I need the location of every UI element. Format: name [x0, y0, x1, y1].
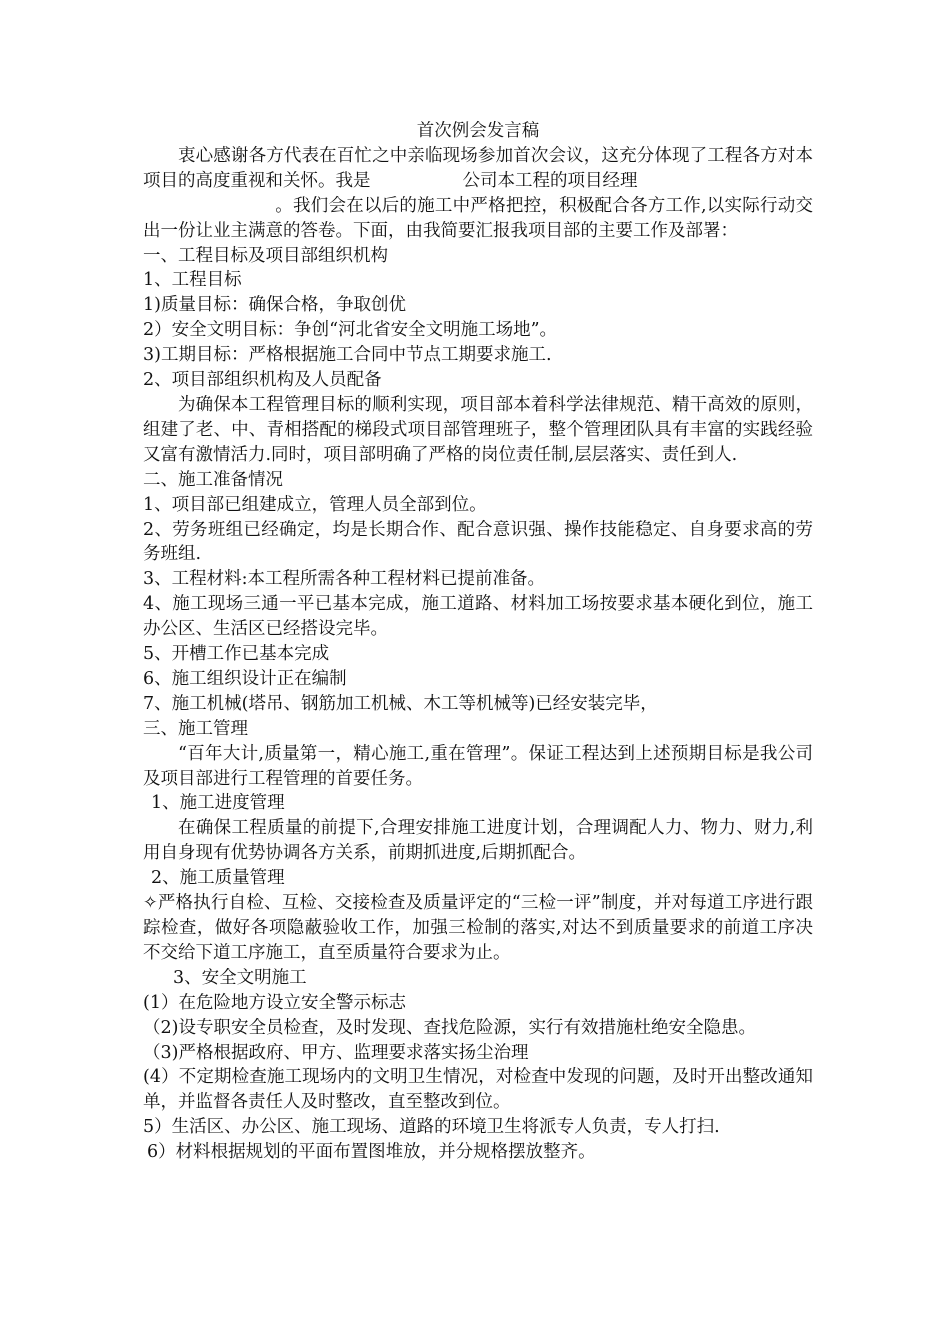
- prep-item: 3、工程材料:本工程所需各种工程材料已提前准备。: [143, 569, 546, 590]
- section-1-2-heading: 2、项目部组织机构及人员配备: [143, 370, 382, 391]
- section-3-2-heading: 2、施工质量管理: [151, 868, 285, 889]
- intro-text-3: 。我们会在以后的施工中严格把控，积极配合各方工作,以实际行动交出一份让业主满意的答卷。下面，由我简要汇报我项目部的主要工作及部署：: [143, 195, 813, 241]
- safety-item: 5）生活区、办公区、施工现场、道路的环境卫生将派专人负责，专人打扫.: [143, 1117, 720, 1138]
- intro-text-2: 公司本工程的项目经理: [462, 170, 638, 191]
- quality-goal: 1)质量目标：确保合格，争取创优: [143, 295, 406, 316]
- document-title: 首次例会发言稿: [416, 121, 540, 141]
- section-1-heading: 一、工程目标及项目部组织机构: [143, 245, 388, 266]
- progress-paragraph: 在确保工程质量的前提下,合理安排施工进度计划，合理调配人力、物力、财力,利用自身现有优势协调各方关系，前期抓进度,后期抓配合。: [143, 818, 813, 864]
- safety-item: （3)严格根据政府、甲方、监理要求落实扬尘治理: [143, 1042, 529, 1063]
- section-2-heading: 二、施工准备情况: [143, 469, 283, 490]
- quality-paragraph: ✧严格执行自检、互检、交接检查及质量评定的“三检一评”制度，并对每道工序进行跟踪检查，做好各项隐蔽验收工作，加强三检制的落实,对达不到质量要求的前道工序决不交给下道工序施工，直至质量符合要求为止。: [143, 893, 813, 963]
- prep-item: 4、施工现场三通一平已基本完成，施工道路、材料加工场按要求基本硬化到位，施工办公区、生活区已经搭设完毕。: [143, 594, 813, 640]
- prep-item: 2、劳务班组已经确定，均是长期合作、配合意识强、操作技能稳定、自身要求高的劳务班组.: [143, 519, 813, 565]
- prep-item: 6、施工组织设计正在编制: [143, 668, 347, 689]
- schedule-goal: 3)工期目标：严格根据施工合同中节点工期要求施工.: [143, 345, 552, 366]
- safety-item: 6）材料根据规划的平面布置图堆放，并分规格摆放整齐。: [147, 1142, 596, 1163]
- intro-paragraph: [143, 144, 813, 244]
- safety-item: (4）不定期检查施工现场内的文明卫生情况，对检查中发现的问题，及时开出整改通知单，并监督各责任人及时整改，直至整改到位。: [143, 1067, 813, 1113]
- document-body: [143, 119, 813, 1165]
- intro-text-1: 衷心感谢各方代表在百忙之中亲临现场参加首次会议，这充分体现了工程各方对本项目的高度重视和关怀。我是: [143, 145, 813, 191]
- organization-paragraph: 为确保本工程管理目标的顺利实现，项目部本着科学法律规范、精干高效的原则，组建了老、中、青相搭配的梯段式项目部管理班子，整个管理团队具有丰富的实践经验又富有激情活力.同时，项目部明确了严格的岗位责任制,层层落实、责任到人.: [143, 394, 813, 465]
- prep-item: 1、项目部已组建成立，管理人员全部到位。: [143, 494, 487, 515]
- management-intro-paragraph: “百年大计,质量第一，精心施工,重在管理”。保证工程达到上述预期目标是我公司及项目部进行工程管理的首要任务。: [143, 743, 813, 789]
- section-3-heading: 三、施工管理: [143, 718, 248, 739]
- prep-item: 7、施工机械(塔吊、钢筋加工机械、木工等机械等)已经安装完毕，: [143, 693, 658, 714]
- safety-item: (1）在危险地方设立安全警示标志: [143, 992, 406, 1013]
- safety-goal: 2）安全文明目标：争创“河北省安全文明施工场地”。: [143, 320, 558, 341]
- section-3-1-heading: 1、施工进度管理: [151, 793, 285, 814]
- section-1-1-heading: 1、工程目标: [143, 270, 242, 291]
- section-3-3-heading: 3、安全文明施工: [173, 967, 307, 988]
- prep-item: 5、开槽工作已基本完成: [143, 644, 330, 665]
- safety-item: （2)设专职安全员检查，及时发现、查找危险源，实行有效措施杜绝安全隐患。: [143, 1017, 756, 1038]
